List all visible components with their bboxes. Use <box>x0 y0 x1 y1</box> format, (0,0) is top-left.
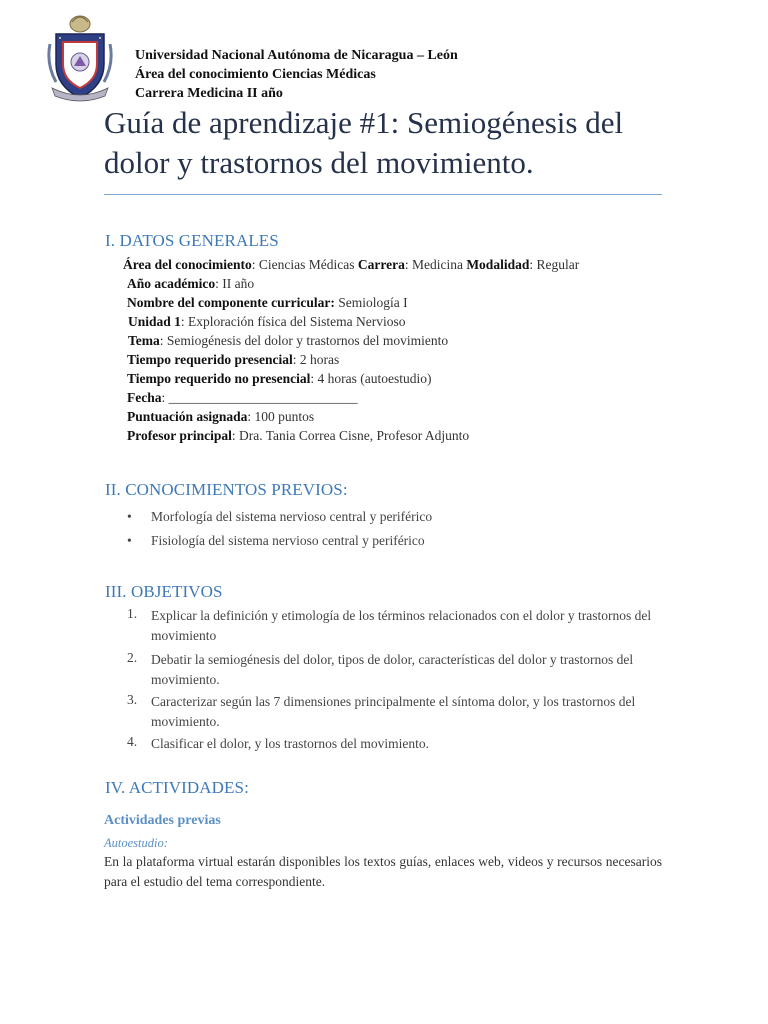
field-label: Área del conocimiento <box>123 257 252 272</box>
list-item-number: 3. <box>127 692 138 707</box>
list-item-text: Debatir la semiogénesis del dolor, tipos de dolor, características del dolor y trastornos del movimiento. <box>151 652 634 687</box>
title-divider <box>104 194 662 195</box>
field-value: : II año <box>215 276 255 291</box>
general-data-row <box>128 312 579 331</box>
section-heading-actividades: IV. ACTIVIDADES: <box>105 778 249 797</box>
list-item-text: Fisiología del sistema nervioso central y periférico <box>151 533 425 548</box>
list-item-text: Explicar la definición y etimología de los términos relacionados con el dolor y trastornos del movimiento <box>151 608 652 643</box>
field-value: : ____________________________ <box>161 390 358 405</box>
field-label: Tiempo requerido presencial <box>127 352 293 367</box>
page-title <box>104 103 674 183</box>
institution-name: Universidad Nacional Autónoma de Nicaragua – León <box>135 48 458 63</box>
field-value: : Dra. Tania Correa Cisne, Profesor Adjunto <box>231 428 470 443</box>
field-value: : Regular <box>529 257 580 272</box>
institution-header <box>135 46 458 103</box>
field-label: Nombre del componente curricular: <box>127 295 335 310</box>
section-heading-objetivos: III. OBJETIVOS <box>105 582 223 601</box>
list-item-text: Caracterizar según las 7 dimensiones principalmente el síntoma dolor, y los trastornos del movimiento. <box>151 694 636 729</box>
field-label: Año académico <box>127 276 216 291</box>
field-value: : 4 horas (autoestudio) <box>310 371 432 386</box>
general-data-row <box>127 293 579 312</box>
field-label: Puntuación asignada <box>127 409 248 424</box>
page-title-line-2: dolor y trastornos del movimiento. <box>104 145 534 180</box>
bullet-icon: • <box>127 509 132 524</box>
field-label: Unidad 1 <box>128 314 181 329</box>
field-label: Carrera <box>357 257 405 272</box>
general-data-row <box>127 369 579 388</box>
general-data-row <box>123 255 579 274</box>
subheading-autoestudio: Autoestudio: <box>104 836 168 850</box>
general-data-row <box>127 350 579 369</box>
list-item-number: 1. <box>127 606 138 621</box>
list-item-number: 2. <box>127 650 138 665</box>
field-value: : Semiogénesis del dolor y trastornos del movimiento <box>159 333 449 348</box>
field-value: : Medicina <box>404 257 467 272</box>
list-item-text: Morfología del sistema nervioso central y periférico <box>151 509 433 524</box>
field-label: Modalidad <box>466 257 530 272</box>
general-data-row <box>127 274 579 293</box>
field-value: : 100 puntos <box>247 409 315 424</box>
field-label: Fecha <box>127 390 162 405</box>
field-label: Tema <box>128 333 160 348</box>
field-value: Semiología I <box>334 295 408 310</box>
activities-paragraph: En la plataforma virtual estarán disponibles los textos guías, enlaces web, videos y recursos necesarios para el estudio del tema correspondiente. <box>104 854 662 889</box>
general-data-row <box>127 388 579 407</box>
university-seal-icon <box>46 14 114 104</box>
subheading-actividades-previas: Actividades previas <box>104 813 221 828</box>
field-label: Tiempo requerido no presencial <box>127 371 311 386</box>
general-data-row <box>127 426 579 445</box>
knowledge-area: Área del conocimiento Ciencias Médicas <box>135 67 376 82</box>
list-item-number: 4. <box>127 734 138 749</box>
section-heading-conocimientos-previos: II. CONOCIMIENTOS PREVIOS: <box>105 480 348 499</box>
field-value: : Exploración física del Sistema Nervioso <box>180 314 406 329</box>
general-data-row <box>127 407 579 426</box>
general-data-row <box>128 331 579 350</box>
general-data-list <box>125 255 579 445</box>
field-value: : Ciencias Médicas <box>251 257 358 272</box>
field-label: Profesor principal <box>127 428 232 443</box>
section-heading-datos-generales: I. DATOS GENERALES <box>105 231 279 250</box>
career-year: Carrera Medicina II año <box>135 86 283 101</box>
bullet-icon: • <box>127 533 132 548</box>
list-item-text: Clasificar el dolor, y los trastornos del movimiento. <box>151 736 430 751</box>
page-title-line-1: Guía de aprendizaje #1: Semiogénesis del <box>104 105 624 140</box>
field-value: : 2 horas <box>292 352 340 367</box>
